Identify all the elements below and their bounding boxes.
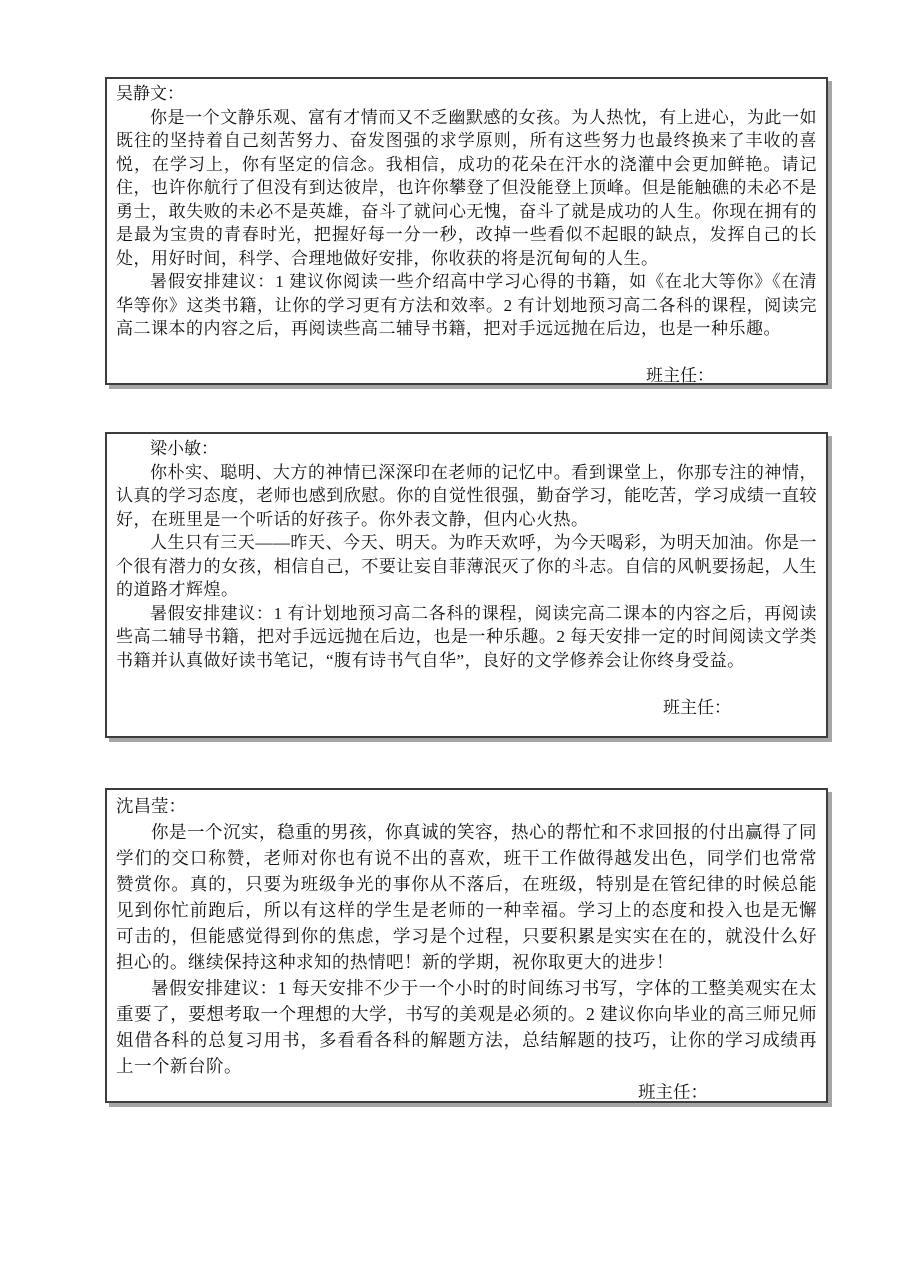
vacation-advice-paragraph: 暑假安排建议：1 每天安排不少于一个小时的时间练习书写，字体的工整美观实在太重要了，要想考取一个理想的大学，书写的美观是必须的。2 建议你向毕业的高三师兄师姐借各科的总复习用书，多看看各科的解题方法，总结解题的技巧，让你的学习成绩再上一个新台阶。: [116, 978, 817, 1076]
teacher-signature-label: 班主任：: [663, 697, 731, 717]
comment-paragraph: 你朴实、聪明、大方的神情已深深印在老师的记忆中。看到课堂上，你那专注的神情，认真的学习态度，老师也感到欣慰。你的自觉性很强，勤奋学习，能吃苦，学习成绩一直较好，在班里是一个听话的好孩子。你外表文静，但内心火热。: [116, 462, 817, 529]
student-name: 吴静文：: [116, 84, 184, 103]
vacation-advice-paragraph: 暑假安排建议：1 有计划地预习高二各科的课程，阅读完高二课本的内容之后，再阅读些高二辅导书籍，把对手远远抛在后边，也是一种乐趣。2 每天安排一定的时间阅读文学类书籍并认真做好读书笔记，“腹有诗书气自华”，良好的文学修养会让你终身受益。: [116, 603, 817, 670]
student-comment-card-3: [105, 788, 828, 1103]
student-name: 沈昌莹：: [116, 796, 186, 816]
student-comment-card-2: [105, 432, 828, 738]
vacation-advice-paragraph: 暑假安排建议：1 建议你阅读一些介绍高中学习心得的书籍，如《在北大等你》《在清华等你》这类书籍，让你的学习更有方法和效率。2 有计划地预习高二各科的课程，阅读完高二课本的内容之后，再阅读些高二辅导书籍，把对手远远抛在后边，也是一种乐趣。: [116, 272, 817, 338]
comment-paragraph: 你是一个沉实，稳重的男孩，你真诚的笑容，热心的帮忙和不求回报的付出赢得了同学们的交口称赞，老师对你也有说不出的喜欢，班干工作做得越发出色，同学们也常常赞赏你。真的，只要为班级争光的事你从不落后，在班级，特别是在管纪律的时候总能见到你忙前跑后，所以有这样的学生是老师的一种幸福。学习上的态度和投入也是无懈可击的，但能感觉得到你的焦虑，学习是个过程，只要积累是实实在在的，就没什么好担心的。继续保持这种求知的热情吧！新的学期，祝你取更大的进步！: [116, 822, 817, 972]
teacher-signature-label: 班主任：: [646, 366, 714, 385]
student-comment-card-1: [105, 77, 828, 385]
teacher-signature-label: 班主任：: [638, 1082, 708, 1102]
comment-paragraph: 人生只有三天——昨天、今天、明天。为昨天欢呼，为今天喝彩，为明天加油。你是一个很有潜力的女孩，相信自己，不要让妄自菲薄泯灭了你的斗志。自信的风帆要扬起，人生的道路才辉煌。: [116, 533, 817, 599]
student-name: 梁小敏：: [150, 439, 218, 458]
comment-paragraph: 你是一个文静乐观、富有才情而又不乏幽默感的女孩。为人热忱，有上进心，为此一如既往的坚持着自己刻苦努力、奋发图强的求学原则，所有这些努力也最终换来了丰收的喜悦，在学习上，你有坚定的信念。我相信，成功的花朵在汗水的浇灌中会更加鲜艳。请记住，也许你航行了但没有到达彼岸，也许你攀登了但没能登上顶峰。但是能触礁的未必不是勇士，敢失败的未必不是英雄，奋斗了就问心无愧，奋斗了就是成功的人生。你现在拥有的是最为宝贵的青春时光，把握好每一分一秒，改掉一些看似不起眼的缺点，发挥自己的长处，用好时间，科学、合理地做好安排，你收获的将是沉甸甸的人生。: [116, 107, 817, 268]
